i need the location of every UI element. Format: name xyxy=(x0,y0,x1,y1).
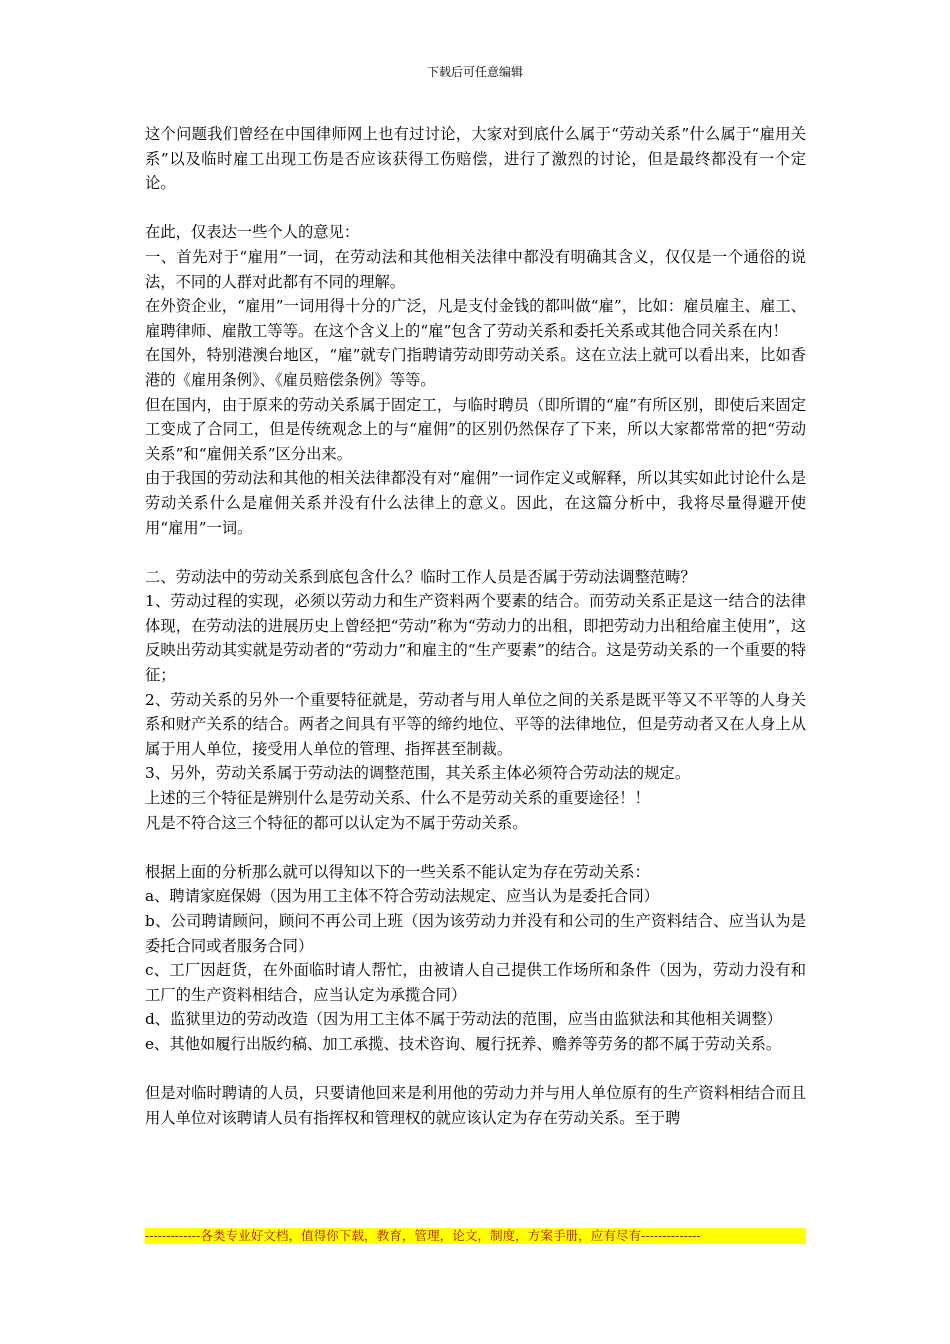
paragraph: 2、劳动关系的另外一个重要特征就是，劳动者与用人单位之间的关系是既平等又不平等的人身关系和财产关系的结合。两者之间具有平等的缔约地位、平等的法律地位，但是劳动者又在人身上从属于用人单位，接受用人单位的管理、指挥甚至制裁。 xyxy=(145,690,806,758)
paragraph: 在国外，特别港澳台地区，“雇”就专门指聘请劳动即劳动关系。这在立法上就可以看出来，比如香港的《雇用条例》、《雇员赔偿条例》等等。 xyxy=(145,346,806,389)
paragraph: 在外资企业，“雇用”一词用得十分的广泛，凡是支付金钱的都叫做“雇”，比如：雇员雇主、雇工、雇聘律师、雇散工等等。在这个含义上的“雇”包含了劳动关系和委托关系或其他合同关系在内！ xyxy=(145,297,806,340)
document-body xyxy=(145,122,806,1130)
page-header: 下载后可任意编辑 xyxy=(426,65,523,79)
blank-line xyxy=(145,1057,806,1082)
paragraph: 一、首先对于“雇用”一词，在劳动法和其他相关法律中都没有明确其含义，仅仅是一个通俗的说法，不同的人群对此都有不同的理解。 xyxy=(145,247,806,291)
section-heading: 二、劳动法中的劳动关系到底包含什么？临时工作人员是否属于劳动法调整范畴？ xyxy=(145,567,696,586)
blank-line xyxy=(145,835,806,860)
paragraph: 上述的三个特征是辨别什么是劳动关系、什么不是劳动关系的重要途径！！ xyxy=(145,789,650,808)
list-item: c、工厂因赶货，在外面临时请人帮忙，由被请人自己提供工作场所和条件（因为，劳动力没有和工厂的生产资料相结合，应当认定为承揽合同） xyxy=(145,961,806,1004)
blank-line xyxy=(145,540,806,565)
paragraph: 但在国内，由于原来的劳动关系属于固定工，与临时聘员（即所谓的“雇”有所区别，即使后来固定工变成了合同工，但是传统观念上的与“雇佣”的区别仍然保存了下来，所以大家都常常的把“劳动关系”和“雇佣关系”区分出来。 xyxy=(145,395,806,463)
paragraph: 但是对临时聘请的人员，只要请他回来是利用他的劳动力并与用人单位原有的生产资料相结合而且用人单位对该聘请人员有指挥权和管理权的就应该认定为存在劳动关系。至于聘 xyxy=(145,1084,806,1127)
promo-footer-banner: -------------各类专业好文档，值得你下载，教育，管理，论文，制度，方案手册，应有尽有-------------- xyxy=(145,1228,806,1244)
paragraph: 这个问题我们曾经在中国律师网上也有过讨论，大家对到底什么属于“劳动关系”什么属于“雇用关系”以及临时雇工出现工伤是否应该获得工伤赔偿，进行了激烈的讨论，但是最终都没有一个定论。 xyxy=(145,125,806,193)
paragraph: 3、另外，劳动关系属于劳动法的调整范围，其关系主体必须符合劳动法的规定。 xyxy=(145,764,691,783)
paragraph: 由于我国的劳动法和其他的相关法律都没有对“雇佣”一词作定义或解释，所以其实如此讨论什么是劳动关系什么是雇佣关系并没有什么法律上的意义。因此，在这篇分析中，我将尽量得避开使用“雇用”一词。 xyxy=(145,469,806,537)
list-item: e、其他如履行出版约稿、加工承揽、技术咨询、履行抚养、赡养等劳务的都不属于劳动关系。 xyxy=(145,1034,782,1053)
paragraph: 1、劳动过程的实现，必须以劳动力和生产资料两个要素的结合。而劳动关系正是这一结合的法律体现，在劳动法的进展历史上曾经把“劳动”称为“劳动力的出租，即把劳动力出租给雇主使用”，这反映出劳动其实就是劳动者的“劳动力”和雇主的“生产要素”的结合。这是劳动关系的一个重要的特征； xyxy=(145,592,806,685)
paragraph: 在此，仅表达一些个人的意见： xyxy=(145,223,360,242)
blank-line xyxy=(145,196,806,221)
paragraph: 根据上面的分析那么就可以得知以下的一些关系不能认定为存在劳动关系： xyxy=(145,862,650,881)
paragraph: 凡是不符合这三个特征的都可以认定为不属于劳动关系。 xyxy=(145,813,528,832)
list-item: b、公司聘请顾问，顾问不再公司上班（因为该劳动力并没有和公司的生产资料结合、应当认为是委托合同或者服务合同） xyxy=(145,912,806,955)
list-item: a、聘请家庭保姆（因为用工主体不符合劳动法规定、应当认为是委托合同） xyxy=(145,887,659,906)
list-item: d、监狱里边的劳动改造（因为用工主体不属于劳动法的范围，应当由监狱法和其他相关调整） xyxy=(145,1010,782,1029)
